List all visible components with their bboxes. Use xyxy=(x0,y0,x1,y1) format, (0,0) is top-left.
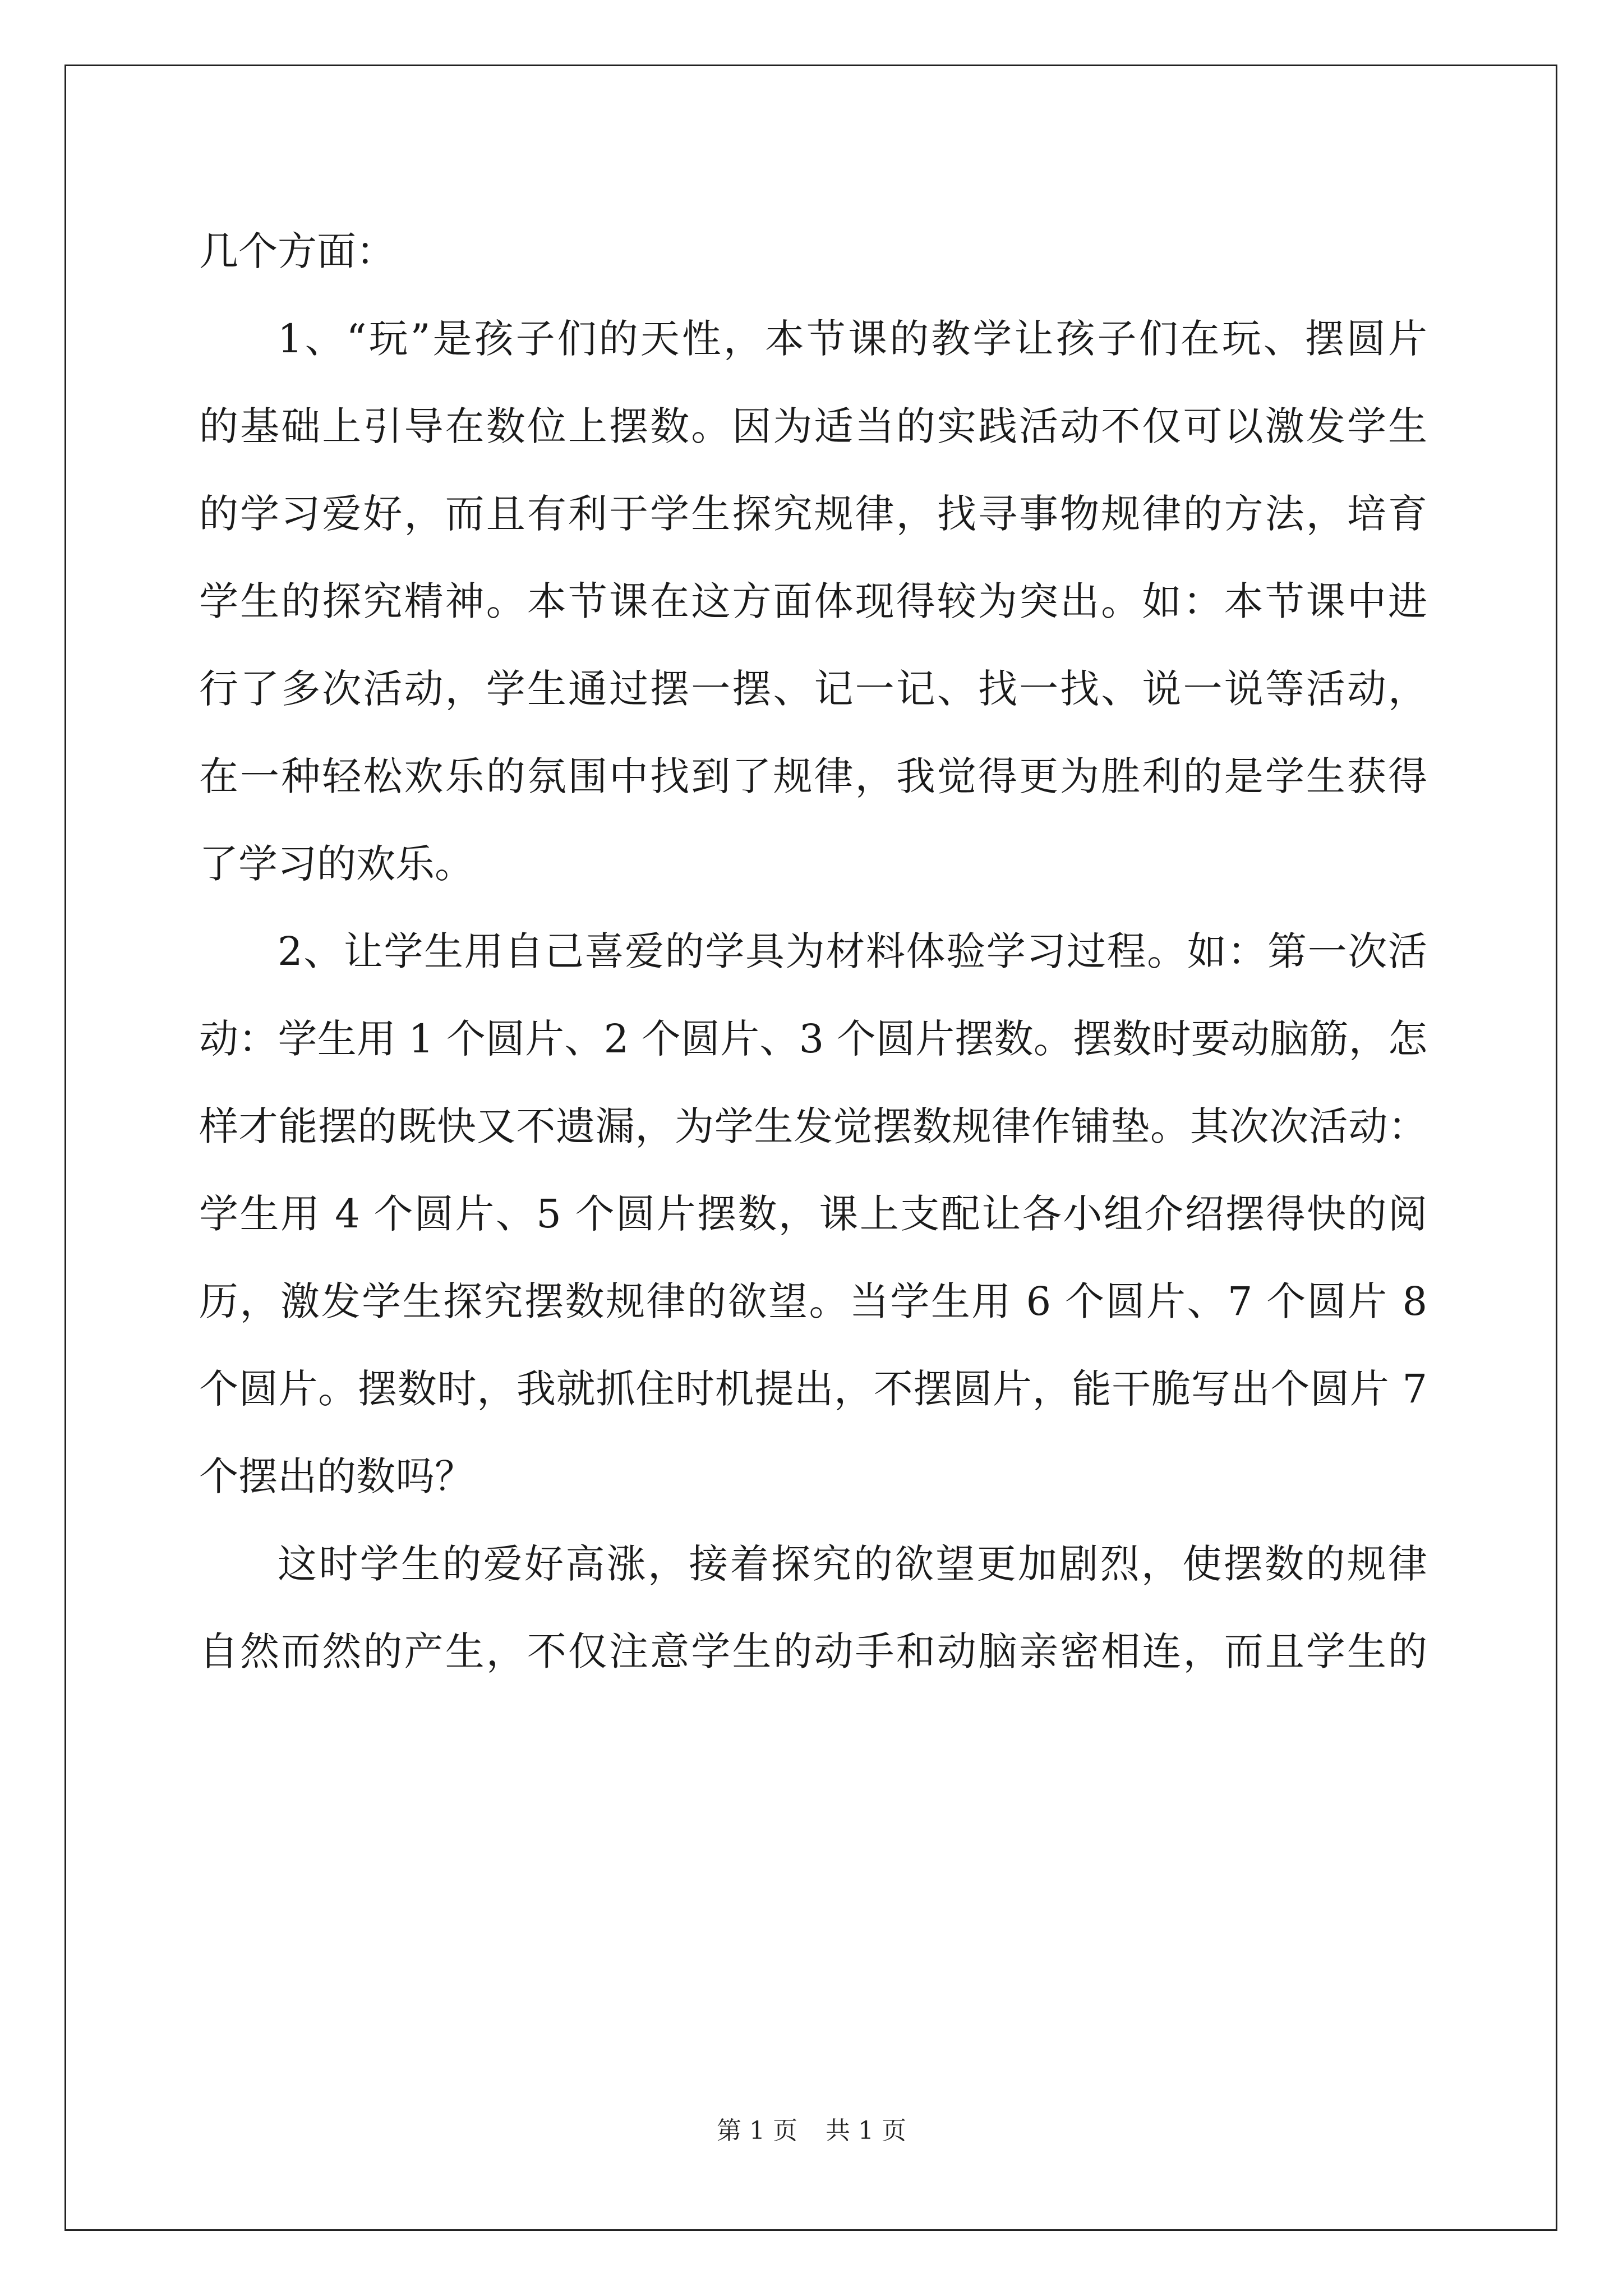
paragraph-first-line: 1、“玩”是孩子们的天性，本节课的教学让孩子们在玩、摆圆片 xyxy=(278,316,1427,362)
text-line: 的学习爱好，而且有利于学生探究规律，找寻事物规律的方法，培育 xyxy=(199,491,1427,537)
document-body xyxy=(199,208,1427,1695)
text-line: 的基础上引导在数位上摆数。因为适当的实践活动不仅可以激发学生 xyxy=(199,403,1427,449)
text-line: 在一种轻松欢乐的氛围中找到了规律，我觉得更为胜利的是学生获得 xyxy=(199,753,1427,799)
paragraph-first-line: 2、让学生用自己喜爱的学具为材料体验学习过程。如：第一次活 xyxy=(278,928,1427,974)
page-number: 第 1 页 xyxy=(717,2116,797,2145)
page-footer xyxy=(0,2110,1623,2146)
text-line: 自然而然的产生，不仅注意学生的动手和动脑亲密相连，而且学生的 xyxy=(199,1628,1427,1674)
text-line: 个圆片。摆数时，我就抓住时机提出，不摆圆片，能干脆写出个圆片 7 xyxy=(199,1366,1427,1412)
page-total: 共 1 页 xyxy=(826,2116,906,2145)
text-line: 了学习的欢乐。 xyxy=(199,841,474,887)
text-line: 行了多次活动，学生通过摆一摆、记一记、找一找、说一说等活动， xyxy=(199,666,1427,712)
text-line: 个摆出的数吗？ xyxy=(199,1453,474,1499)
text-line: 动：学生用 1 个圆片、2 个圆片、3 个圆片摆数。摆数时要动脑筋，怎 xyxy=(199,1016,1427,1062)
text-line: 学生用 4 个圆片、5 个圆片摆数，课上支配让各小组介绍摆得快的阅 xyxy=(199,1191,1427,1237)
text-line: 样才能摆的既快又不遗漏，为学生发觉摆数规律作铺垫。其次次活动： xyxy=(199,1103,1427,1149)
text-line: 几个方面： xyxy=(199,228,395,274)
paragraph-first-line: 这时学生的爱好高涨，接着探究的欲望更加剧烈，使摆数的规律 xyxy=(278,1541,1427,1587)
text-line: 学生的探究精神。本节课在这方面体现得较为突出。如：本节课中进 xyxy=(199,578,1427,624)
text-line: 历，激发学生探究摆数规律的欲望。当学生用 6 个圆片、7 个圆片 8 xyxy=(199,1278,1427,1324)
